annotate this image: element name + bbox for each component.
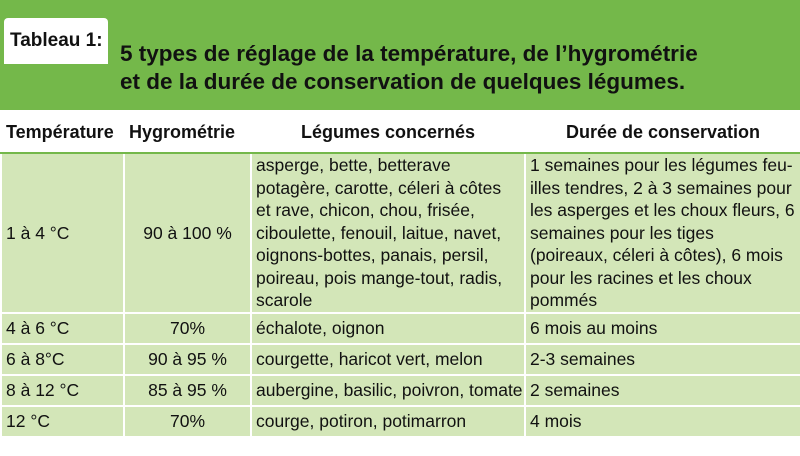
table-title	[120, 40, 790, 96]
table-row	[1, 153, 800, 313]
table-row	[1, 406, 800, 437]
cell-duree: 4 mois	[525, 406, 800, 437]
cell-legumes: courge, potiron, potimarron	[251, 406, 525, 437]
cell-temperature: 8 à 12 °C	[1, 375, 124, 406]
cell-hygrometrie: 70%	[124, 313, 251, 344]
table-header-row	[1, 111, 800, 153]
cell-temperature: 4 à 6 °C	[1, 313, 124, 344]
cell-legumes: asperge, bette, betterave potagère, carotte, céleri à côtes et rave, chicon, chou, frisée, ciboulette, fenouil, laitue, navet, oignons-bottes, panais, persil, poireau, pois mange-tout, radis, scarole	[251, 153, 525, 313]
cell-legumes: aubergine, basilic, poivron, tomate	[251, 375, 525, 406]
cell-temperature: 1 à 4 °C	[1, 153, 124, 313]
cell-duree: 2 semaines	[525, 375, 800, 406]
column-header-duree: Durée de conservation	[525, 111, 800, 153]
title-line-2: et de la durée de conservation de quelques légumes.	[120, 69, 686, 94]
cell-duree: 1 semaines pour les légumes feu-illes tendres, 2 à 3 semaines pour les asperges et les choux fleurs, 6 semaines pour les tiges (poireaux, céleri à côtes), 6 mois pour les racines et les choux pommés	[525, 153, 800, 313]
storage-table	[0, 110, 800, 438]
table-row	[1, 313, 800, 344]
cell-temperature: 12 °C	[1, 406, 124, 437]
cell-hygrometrie: 90 à 100 %	[124, 153, 251, 313]
cell-legumes: courgette, haricot vert, melon	[251, 344, 525, 375]
cell-hygrometrie: 85 à 95 %	[124, 375, 251, 406]
table-number-label: Tableau 1:	[10, 30, 103, 51]
cell-hygrometrie: 90 à 95 %	[124, 344, 251, 375]
table-row	[1, 375, 800, 406]
cell-duree: 6 mois au moins	[525, 313, 800, 344]
cell-temperature: 6 à 8°C	[1, 344, 124, 375]
cell-legumes: échalote, oignon	[251, 313, 525, 344]
column-header-temperature: Température	[1, 111, 124, 153]
column-header-hygrometrie: Hygrométrie	[124, 111, 251, 153]
title-line-1: 5 types de réglage de la température, de l’hygrométrie	[120, 41, 698, 66]
cell-duree: 2-3 semaines	[525, 344, 800, 375]
table-row	[1, 344, 800, 375]
column-header-legumes: Légumes concernés	[251, 111, 525, 153]
cell-hygrometrie: 70%	[124, 406, 251, 437]
